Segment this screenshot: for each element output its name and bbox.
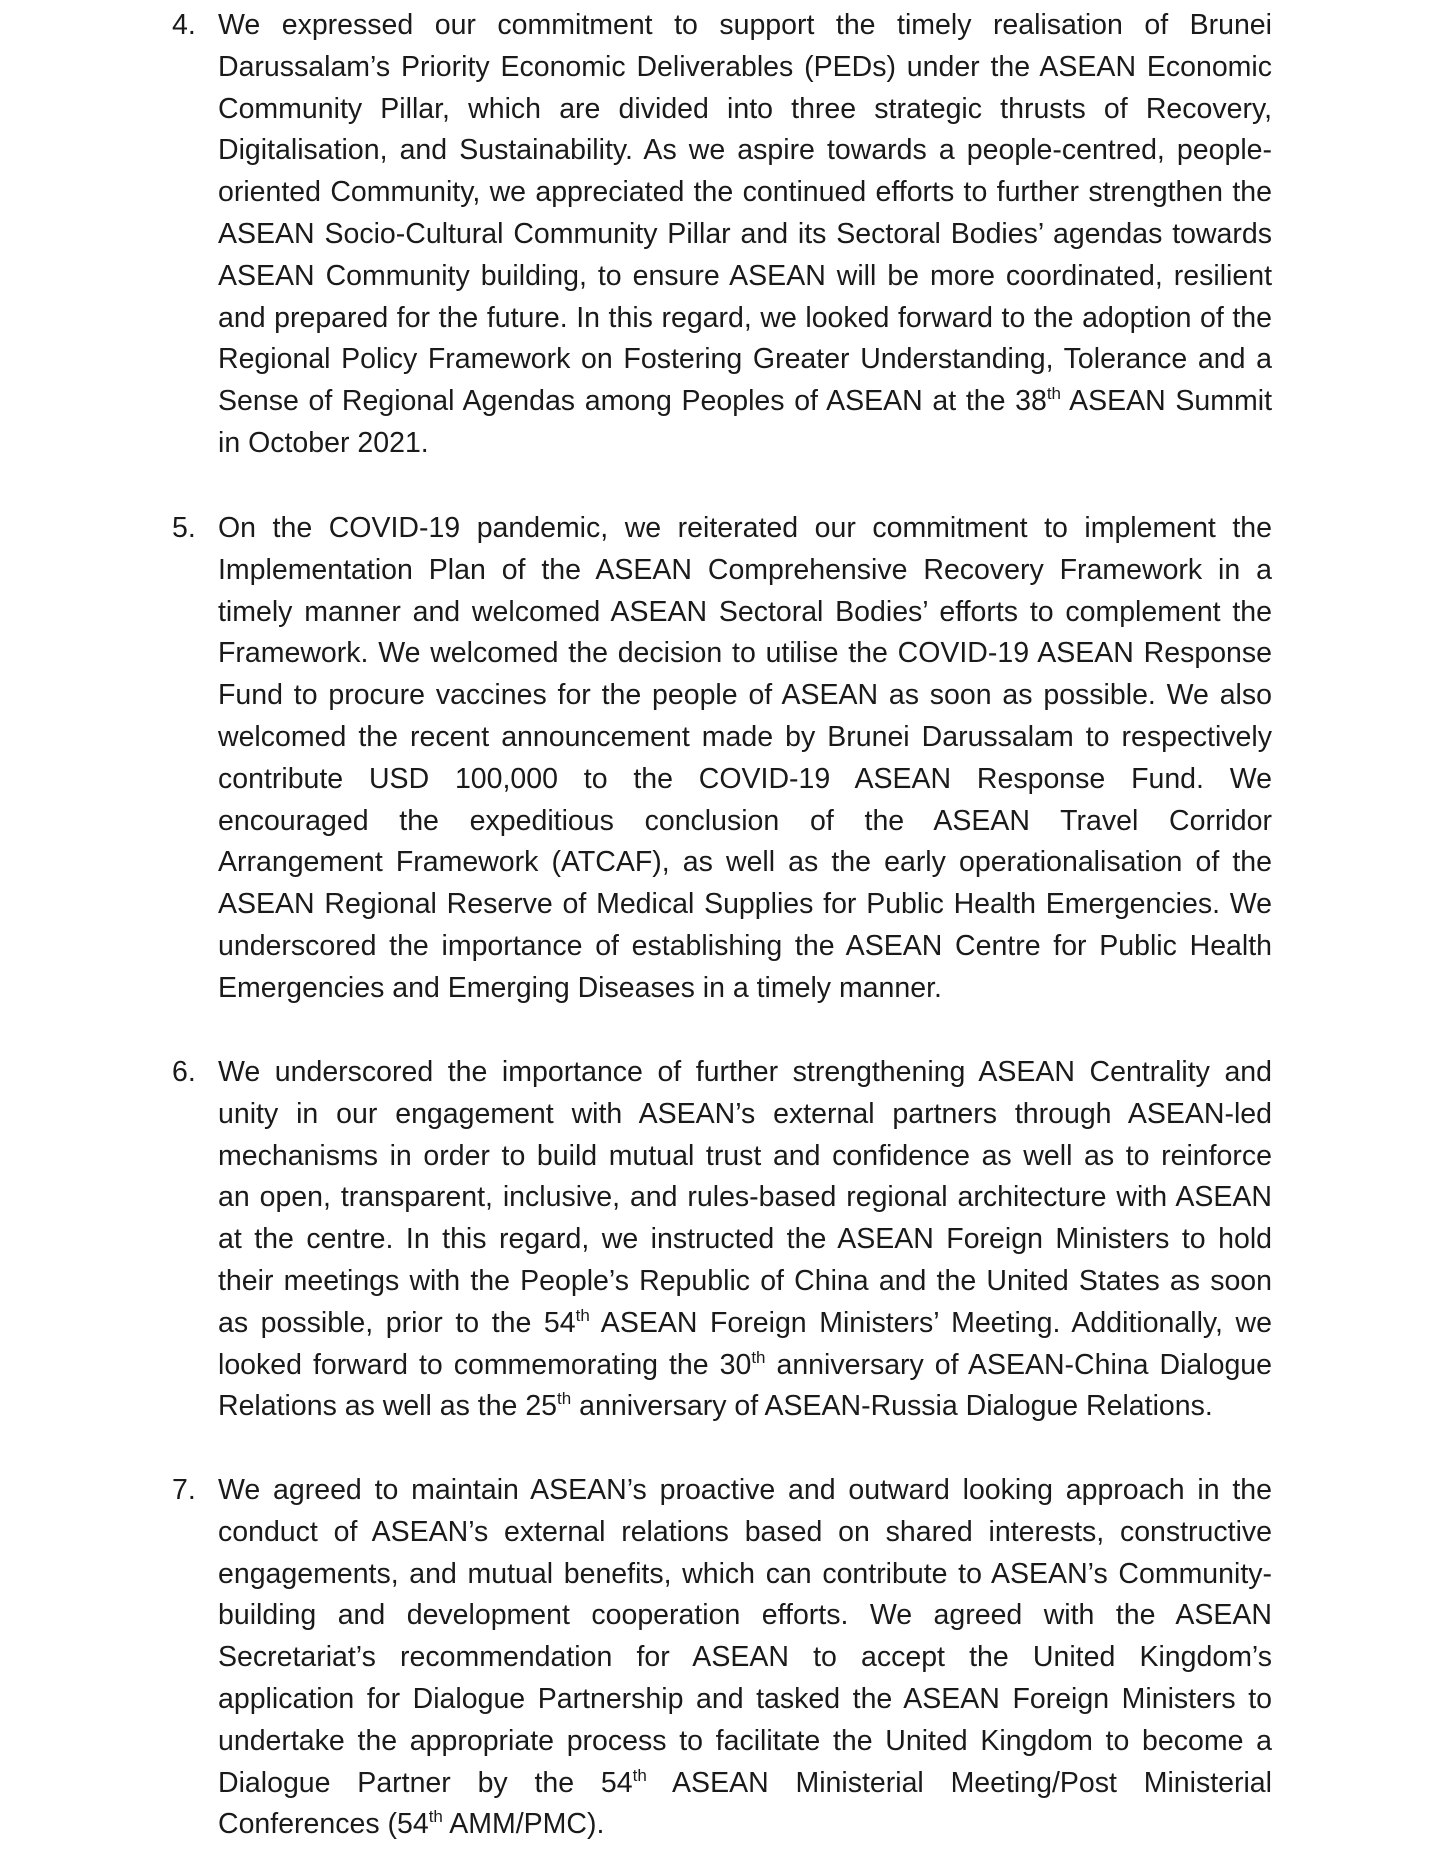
paragraph-5 [172,508,1272,1010]
text-line-continuation: ASEAN Foreign Ministers’ Meeting. Additionally, we [589,1306,1272,1339]
text-line [218,298,1272,340]
text-line [218,1386,1272,1428]
paragraph-7 [172,1470,1272,1846]
text-line-content: We expressed our commitment to support the timely realisation of Brunei [218,9,1272,41]
text-line [218,1595,1272,1637]
text-line [218,1345,1272,1387]
text-line [218,1219,1272,1261]
text-line [218,1512,1272,1554]
text-line-content: an open, transparent, inclusive, and rules-based regional architecture with ASEAN [218,1181,1272,1214]
text-line-continuation: ASEAN Summit [1061,385,1272,418]
paragraph-body [218,508,1272,1010]
text-line-content: at the centre. In this regard, we instructed the ASEAN Foreign Ministers to hold [218,1223,1272,1256]
text-line-continuation: ASEAN Ministerial Meeting/Post Ministerial [646,1766,1272,1799]
text-line-content: timely manner and welcomed ASEAN Sectoral Bodies’ efforts to complement the [218,595,1272,628]
ordinal-superscript: th [428,1807,443,1827]
ordinal-superscript: th [557,1389,572,1409]
text-line-content: conduct of ASEAN’s external relations based on shared interests, constructive [218,1515,1272,1548]
text-line-content: Sense of Regional Agendas among Peoples of ASEAN at the 38 [218,385,1047,418]
text-line-content: undertake the appropriate process to facilitate the United Kingdom to become a [218,1724,1272,1757]
text-line [218,592,1272,634]
text-line-content: Regional Policy Framework on Fostering Greater Understanding, Tolerance and a [218,343,1272,376]
text-line [218,508,1272,550]
text-line-content: Fund to procure vaccines for the people of ASEAN as soon as possible. We also [218,679,1272,712]
text-line-content: contribute USD 100,000 to the COVID-19 ASEAN Response Fund. We [218,762,1272,795]
text-line [218,1261,1272,1303]
text-line-content: welcomed the recent announcement made by Brunei Darussalam to respectively [218,720,1272,753]
text-line [218,1177,1272,1219]
text-line [218,1554,1272,1596]
paragraph-number: 6. [172,1056,196,1088]
text-line-content: mechanisms in order to build mutual trust and confidence as well as to reinforce [218,1139,1272,1172]
text-line [218,89,1272,131]
text-line [218,423,1272,465]
text-line-content: Community Pillar, which are divided into three strategic thrusts of Recovery, [218,92,1272,125]
ordinal-superscript: th [751,1347,766,1367]
ordinal-superscript: th [632,1765,647,1785]
text-line [218,842,1272,884]
text-line-content: and prepared for the future. In this regard, we looked forward to the adoption of the [218,301,1272,334]
text-line [218,130,1272,172]
text-line-continuation: anniversary of ASEAN-Russia Dialogue Relations. [571,1390,1213,1423]
text-line [218,172,1272,214]
text-line-content: as possible, prior to the 54 [218,1306,576,1339]
text-line [218,550,1272,592]
text-line-content: Digitalisation, and Sustainability. As we aspire towards a people-centred, people- [218,134,1272,167]
text-line-content: On the COVID-19 pandemic, we reiterated our commitment to implement the [218,512,1272,544]
text-line [218,801,1272,843]
text-line [218,675,1272,717]
text-line [218,1470,1272,1512]
text-line [218,339,1272,381]
text-line [218,47,1272,89]
text-line-content: Darussalam’s Priority Economic Deliverables (PEDs) under the ASEAN Economic [218,50,1272,83]
paragraph-body [218,1052,1272,1428]
paragraph-number: 7. [172,1474,196,1506]
text-line [218,1637,1272,1679]
text-line [218,968,1272,1010]
text-line-content: ASEAN Regional Reserve of Medical Supplies for Public Health Emergencies. We [218,888,1272,921]
text-line-content: Relations as well as the 25 [218,1390,558,1423]
paragraph-body [218,5,1272,465]
text-line [218,1052,1272,1094]
text-line-continuation: AMM/PMC). [442,1808,605,1841]
text-line [218,759,1272,801]
text-line-content: looked forward to commemorating the 30 [218,1348,752,1381]
text-line-content: engagements, and mutual benefits, which can contribute to ASEAN’s Community- [218,1557,1272,1590]
text-line-content: ASEAN Socio-Cultural Community Pillar and its Sectoral Bodies’ agendas towards [218,217,1272,250]
text-line [218,884,1272,926]
text-line-content: We underscored the importance of further strengthening ASEAN Centrality and [218,1056,1272,1088]
paragraph-4 [172,5,1272,465]
text-line-content: Implementation Plan of the ASEAN Comprehensive Recovery Framework in a [218,553,1272,586]
text-line [218,1804,1272,1846]
text-line-content: Dialogue Partner by the 54 [218,1766,633,1799]
paragraph-body [218,1470,1272,1846]
text-line-content: Emergencies and Emerging Diseases in a timely manner. [218,971,942,1004]
text-line-content: ASEAN Community building, to ensure ASEAN will be more coordinated, resilient [218,259,1272,292]
ordinal-superscript: th [575,1305,590,1325]
text-line-content: Conferences (54 [218,1808,429,1841]
text-line [218,1136,1272,1178]
text-line-content: Arrangement Framework (ATCAF), as well as the early operationalisation of the [218,846,1272,879]
text-line-content: their meetings with the People’s Republic of China and the United States as soon [218,1264,1272,1297]
text-line [218,381,1272,423]
text-line-content: oriented Community, we appreciated the continued efforts to further strengthen the [218,176,1272,209]
paragraph-6 [172,1052,1272,1428]
text-line [218,5,1272,47]
text-line [218,1721,1272,1763]
text-line [218,1303,1272,1345]
text-line [218,633,1272,675]
text-line [218,717,1272,759]
ordinal-superscript: th [1046,384,1061,404]
text-line-content: in October 2021. [218,426,429,459]
paragraph-number: 5. [172,512,196,544]
text-line [218,1763,1272,1805]
text-line [218,1679,1272,1721]
text-line-content: Secretariat’s recommendation for ASEAN to accept the United Kingdom’s [218,1641,1272,1674]
text-line-content: underscored the importance of establishing the ASEAN Centre for Public Health [218,929,1272,962]
text-line-content: application for Dialogue Partnership and tasked the ASEAN Foreign Ministers to [218,1682,1272,1715]
text-line [218,214,1272,256]
text-line [218,256,1272,298]
text-line-content: building and development cooperation efforts. We agreed with the ASEAN [218,1599,1272,1632]
text-line-continuation: anniversary of ASEAN-China Dialogue [765,1348,1272,1381]
text-line-content: Framework. We welcomed the decision to utilise the COVID-19 ASEAN Response [218,637,1272,670]
text-line-content: encouraged the expeditious conclusion of the ASEAN Travel Corridor [218,804,1272,837]
text-line-content: We agreed to maintain ASEAN’s proactive and outward looking approach in the [218,1474,1272,1506]
text-line [218,1094,1272,1136]
text-line-content: unity in our engagement with ASEAN’s external partners through ASEAN-led [218,1097,1272,1130]
text-line [218,926,1272,968]
paragraph-number: 4. [172,9,196,41]
